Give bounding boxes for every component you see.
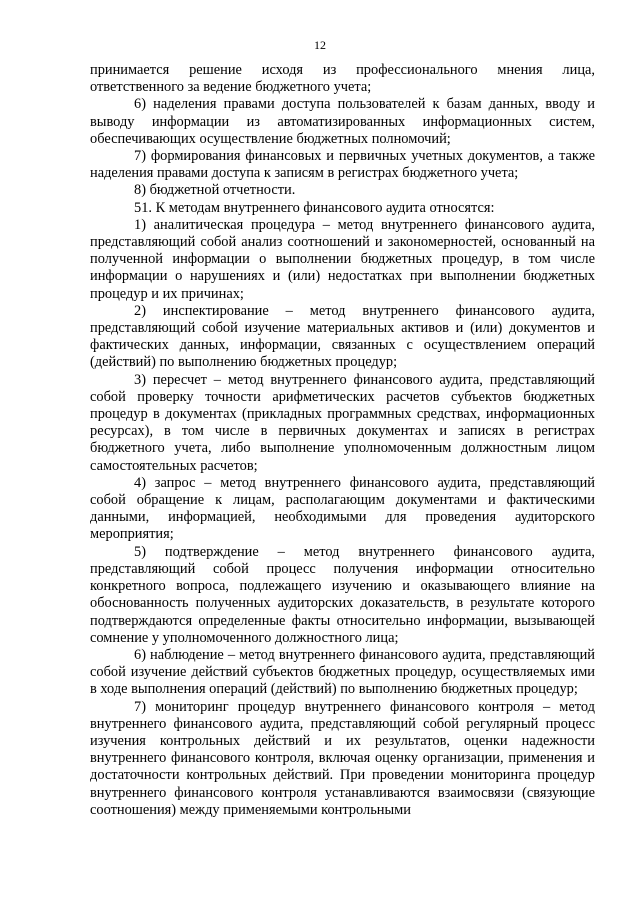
paragraph-method-observation: 6) наблюдение – метод внутреннего финансового аудита, представляющий собой изучение действий субъектов бюджетных процедур, осуществляемых ими в ходе выполнения операций (действий) по выполнению бюджетных процедур;	[90, 646, 595, 698]
paragraph-item-6-access-rights: 6) наделения правами доступа пользователей к базам данных, вводу и выводу информации из автоматизированных информационных систем, обеспечивающих осуществление бюджетных полномочий;	[90, 96, 595, 147]
page-number: 12	[314, 38, 326, 52]
paragraph-continuation: принимается решение исходя из профессионального мнения лица, ответственного за ведение бюджетного учета;	[90, 62, 595, 96]
paragraph-item-8-reporting: 8) бюджетной отчетности.	[134, 182, 296, 199]
paragraph-method-request: 4) запрос – метод внутреннего финансового аудита, представляющий собой обращение к лицам, располагающим документами и фактическими данными, информацией, необходимыми для проведения аудиторского мероприятия;	[90, 474, 595, 543]
paragraph-method-inspection: 2) инспектирование – метод внутреннего финансового аудита, представляющий собой изучение материальных активов и (или) документов и фактических данных, информации, связанных с осуществлением операций (действий) по выполнению бюджетных процедур;	[90, 302, 595, 371]
paragraph-method-analytical: 1) аналитическая процедура – метод внутреннего финансового аудита, представляющий собой анализ соотношений и закономерностей, основанный на полученной информации о выполнении бюджетных процедур, в том числе информации о нарушениях и (или) недостатках при выполнении бюджетных процедур и их причинах;	[90, 216, 595, 302]
document-body	[90, 62, 595, 819]
paragraph-method-recalculation: 3) пересчет – метод внутреннего финансового аудита, представляющий собой проверку точности арифметических расчетов субъектов бюджетных процедур в документах (прикладных программных средствах, информационных ресурсах), в том числе в первичных документах и записях в регистрах бюджетного учета, либо выполнение уполномоченным должностным лицом самостоятельных расчетов;	[90, 371, 595, 474]
paragraph-clause-51: 51. К методам внутреннего финансового аудита относятся:	[134, 199, 495, 216]
paragraph-method-confirmation: 5) подтверждение – метод внутреннего финансового аудита, представляющий собой процесс получения информации относительно конкретного вопроса, подлежащего изучению и оказывающего влияние на обоснованность полученных аудиторских доказательств, в результате которого подтверждаются определенные факты относительно информации, вызывающей сомнение у уполномоченного должностного лица;	[90, 543, 595, 646]
paragraph-method-monitoring: 7) мониторинг процедур внутреннего финансового контроля – метод внутреннего финансового аудита, представляющий собой регулярный процесс изучения контрольных действий и их результатов, оценки надежности внутреннего финансового контроля, включая оценку организации, применения и достаточности контрольных действий. При проведении мониторинга процедур внутреннего финансового контроля устанавливаются взаимосвязи (связующие соотношения) между применяемыми контрольными	[90, 698, 595, 818]
paragraph-item-7-documents: 7) формирования финансовых и первичных учетных документов, а также наделения правами доступа к записям в регистрах бюджетного учета;	[90, 148, 595, 182]
